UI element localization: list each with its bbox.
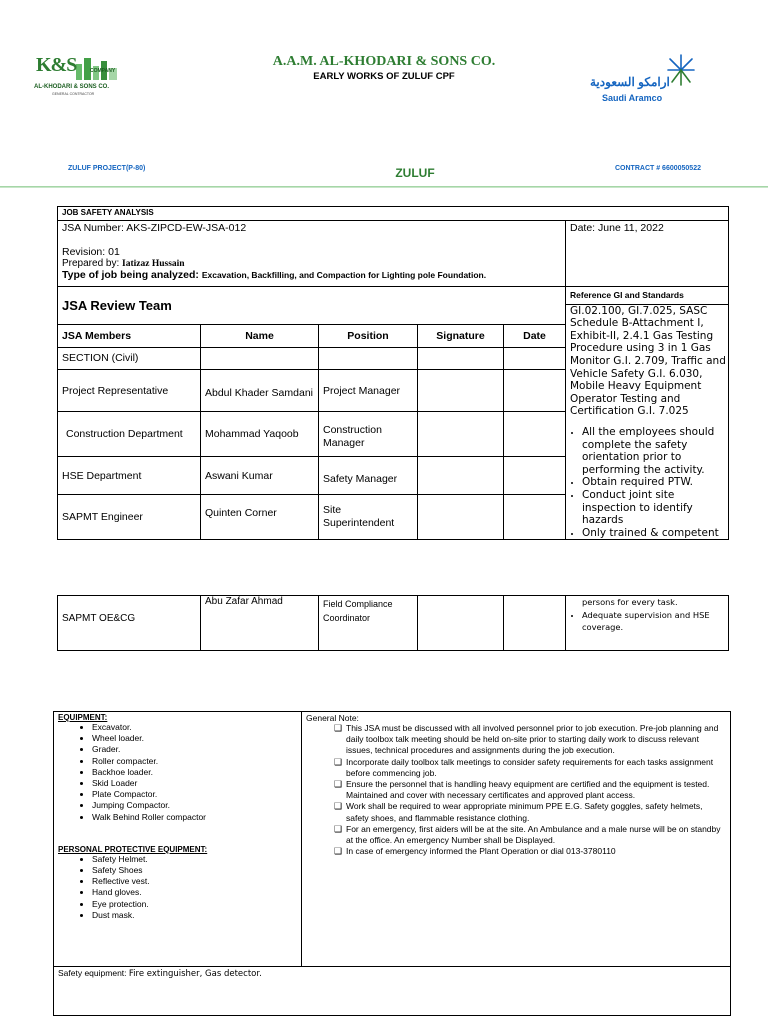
list-item: • Jumping Compactor. xyxy=(92,800,297,811)
member-name: Abdul Khader Samdani xyxy=(201,369,319,412)
list-item: • Roller compacter. xyxy=(92,756,297,767)
ks-company-name: AL-KHODARI & SONS CO. xyxy=(34,84,109,90)
equipment-cell xyxy=(54,712,302,967)
jsa-date: Date: June 11, 2022 xyxy=(570,222,664,234)
member-name: Mohammad Yaqoob xyxy=(201,412,319,457)
project-name: ZULUF PROJECT(P-80) xyxy=(68,165,146,172)
reference-text: GI.02.100, GI.7.025, SASC Schedule B-Attachment I, Exhibit-II, 2.4.1 Gas Testing Procedure using 3 in 1 Gas Monitor G.I. 2.709, Traffic and Vehicle Safety G.I. 6.030, Mobile Heavy Equipment Operator Testing and Certification G.I. 7.025 xyxy=(570,304,726,418)
jsa-number: JSA Number: AKS-ZIPCD-EW-JSA-012 xyxy=(62,222,247,234)
general-note-title: General Note: xyxy=(306,713,359,723)
checkbox-icon: ❑ xyxy=(334,801,343,812)
member-role: SAPMT OE&CG xyxy=(58,596,201,651)
note-item xyxy=(334,779,726,801)
aramco-star-icon xyxy=(666,53,696,87)
signature-cell xyxy=(418,412,504,457)
general-notes-cell xyxy=(302,712,731,967)
note-item xyxy=(334,723,726,757)
reference-bullet: • Adequate supervision and HSE coverage. xyxy=(582,609,728,634)
col-header-members: JSA Members xyxy=(58,325,201,347)
prepared-by-label: Prepared by: xyxy=(62,258,120,269)
contract-number: CONTRACT # 6600050522 xyxy=(615,165,701,172)
col-header-date: Date xyxy=(504,325,566,347)
list-item: • Plate Compactor. xyxy=(92,789,297,800)
safety-equipment-value: Fire extinguisher, Gas detector. xyxy=(128,969,262,979)
equipment-notes-table xyxy=(53,711,731,1016)
member-position: Site Superintendent xyxy=(319,495,418,540)
member-name: Abu Zafar Ahmad xyxy=(201,596,319,651)
signature-cell xyxy=(418,457,504,495)
note-item xyxy=(334,757,726,779)
ks-company-tag: COMPANY xyxy=(90,68,116,74)
jsa-table-continued xyxy=(57,595,729,651)
member-position: Safety Manager xyxy=(319,457,418,495)
member-position: Construction Manager xyxy=(319,412,418,457)
ppe-title: PERSONAL PROTECTIVE EQUIPMENT: xyxy=(58,844,208,854)
list-item: • Safety Helmet. xyxy=(92,854,297,865)
note-text: For an emergency, first aiders will be at the site. An Ambulance and a male nurse will be on standby at the office. An emergency Number shall be Displayed. xyxy=(346,823,721,846)
checkbox-icon: ❑ xyxy=(334,723,343,733)
list-item: • Eye protection. xyxy=(92,899,297,910)
member-role: HSE Department xyxy=(58,457,201,495)
date-cell xyxy=(504,495,566,540)
list-item: • Grader. xyxy=(92,744,297,755)
header-divider xyxy=(0,186,768,187)
reference-bullet: • All the employees should complete the safety orientation prior to performing the activity. xyxy=(582,426,728,476)
jsa-info-cell xyxy=(58,221,566,287)
signature-cell xyxy=(418,495,504,540)
reference-title: Reference GI and Standards xyxy=(570,290,684,300)
revision: Revision: 01 xyxy=(62,246,120,258)
equipment-title: EQUIPMENT: xyxy=(58,713,108,722)
member-name: Aswani Kumar xyxy=(201,457,319,495)
member-role: SAPMT Engineer xyxy=(58,495,201,540)
note-item xyxy=(334,801,726,823)
review-team-title: JSA Review Team xyxy=(58,287,566,325)
equipment-list xyxy=(58,722,297,823)
company-title: A.A.M. AL-KHODARI & SONS CO. xyxy=(272,54,496,69)
section-row: SECTION (Civil) xyxy=(58,347,201,369)
date-cell xyxy=(504,457,566,495)
reference-cell-continued xyxy=(566,596,729,651)
ppe-list xyxy=(58,854,297,921)
checkbox-icon: ❑ xyxy=(334,779,343,790)
checkbox-icon: ❑ xyxy=(334,756,343,767)
list-item: • Dust mask. xyxy=(92,910,297,921)
reference-continued: persons for every task. xyxy=(582,597,678,607)
job-type-label: Type of job being analyzed: xyxy=(62,269,199,281)
note-text: In case of emergency informed the Plant Operation or dial 013-3780110 xyxy=(346,846,616,857)
member-role: Project Representative xyxy=(58,369,201,412)
saudi-aramco-logo xyxy=(588,53,700,103)
jsa-section-title: JOB SAFETY ANALYSIS xyxy=(58,207,729,221)
note-text: Work shall be required to wear appropriate minimum PPE E.G. Safety goggles, safety helmets, safety shoes, and flammable resistance clothing. xyxy=(346,801,703,823)
note-item xyxy=(334,824,726,846)
safety-equipment-cell xyxy=(54,967,731,1016)
col-header-position: Position xyxy=(319,325,418,347)
checkbox-icon: ❑ xyxy=(334,846,343,857)
date-cell xyxy=(504,596,566,651)
list-item: • Wheel loader. xyxy=(92,733,297,744)
job-type-value: Excavation, Backfilling, and Compaction for Lighting pole Foundation. xyxy=(201,270,487,280)
member-role: Construction Department xyxy=(58,412,201,457)
ks-mark: K&S xyxy=(36,54,77,76)
signature-cell xyxy=(418,369,504,412)
project-center-title: ZULUF xyxy=(395,166,435,180)
safety-equipment-label: Safety equipment: xyxy=(58,968,127,978)
list-item: • Skid Loader xyxy=(92,778,297,789)
aramco-arabic-name: ارامكو السعودية xyxy=(590,75,670,89)
member-name: Quinten Corner xyxy=(201,495,319,540)
ks-tagline: GENERAL CONTRACTOR xyxy=(52,92,95,96)
list-item: • Backhoe loader. xyxy=(92,767,297,778)
col-header-name: Name xyxy=(201,325,319,347)
note-item xyxy=(334,846,726,857)
reference-bullets xyxy=(570,426,728,539)
note-text: Incorporate daily toolbox talk meetings to consider safety requirements for each tasks assignment before commencing job. xyxy=(346,756,714,778)
aramco-english-name: Saudi Aramco xyxy=(602,93,663,103)
member-position: Field Compliance Coordinator xyxy=(319,596,418,651)
list-item: • Safety Shoes xyxy=(92,865,297,876)
list-item: • Hand gloves. xyxy=(92,887,297,898)
member-position: Project Manager xyxy=(319,369,418,412)
checkbox-icon: ❑ xyxy=(334,823,343,834)
jsa-table xyxy=(57,206,729,540)
signature-cell xyxy=(418,596,504,651)
list-item: • Reflective vest. xyxy=(92,876,297,887)
note-text: Ensure the personnel that is handling heavy equipment are certified and the equipment is tested. Maintained and cover with necessary certificates and approved plant access. xyxy=(346,779,710,801)
list-item: • Excavator. xyxy=(92,722,297,733)
reference-bullet: • Conduct joint site inspection to identify hazards xyxy=(582,489,728,527)
reference-cell xyxy=(566,287,729,540)
list-item: • Walk Behind Roller compactor xyxy=(92,812,297,823)
prepared-by-name: Iatizaz Hussain xyxy=(122,259,185,269)
reference-bullet: • Only trained & competent xyxy=(582,527,728,540)
note-text: This JSA must be discussed with all involved personnel prior to job execution. Pre-job planning and daily toolbox talk meeting should be held on-site prior to starting daily work to discuss relevant issues, technical procedures and assignments during the job execution. xyxy=(346,723,719,756)
date-cell xyxy=(504,412,566,457)
table-row xyxy=(58,596,729,651)
reference-bullet: • Obtain required PTW. xyxy=(582,476,728,489)
date-cell xyxy=(566,221,729,287)
col-header-signature: Signature xyxy=(418,325,504,347)
date-cell xyxy=(504,369,566,412)
company-subtitle: EARLY WORKS OF ZULUF CPF xyxy=(313,71,455,82)
